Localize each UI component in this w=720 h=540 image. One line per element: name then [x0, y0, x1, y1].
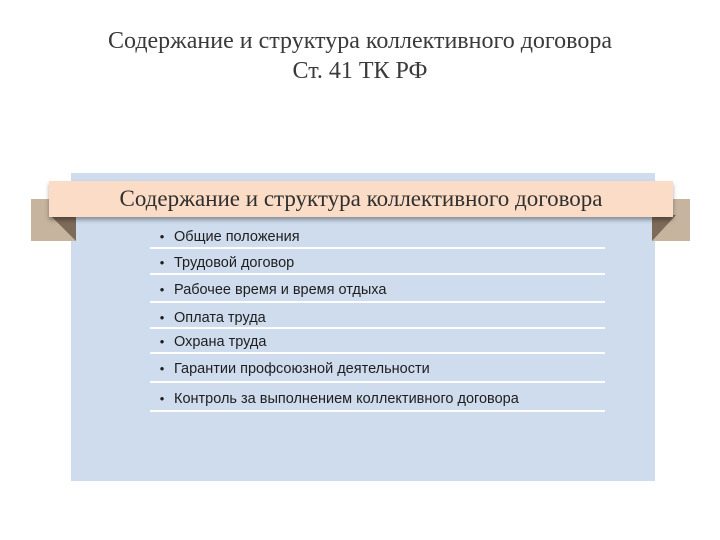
- separator-line: [150, 327, 605, 329]
- list-item: [150, 389, 519, 409]
- ribbon-banner: [49, 181, 673, 217]
- ribbon-fold-left-shadow: [50, 215, 76, 241]
- slide-title-line-1: Содержание и структура коллективного договора: [108, 28, 612, 54]
- list-item: [150, 332, 266, 352]
- separator-line: [150, 273, 605, 275]
- separator-line: [150, 410, 605, 412]
- bullet-icon: •: [159, 361, 165, 376]
- list-item: [150, 359, 430, 379]
- list-item-label: Оплата труда: [174, 310, 266, 326]
- list-item: [150, 280, 386, 300]
- separator-line: [150, 301, 605, 303]
- bullet-icon: •: [159, 334, 165, 349]
- list-item: [150, 227, 300, 247]
- bullet-icon: •: [159, 255, 165, 270]
- list-item-label: Трудовой договор: [174, 255, 295, 271]
- separator-line: [150, 381, 605, 383]
- list-item-label: Гарантии профсоюзной деятельности: [174, 361, 430, 377]
- list-item-label: Контроль за выполнением коллективного договора: [174, 391, 519, 407]
- slide-title: [0, 26, 720, 86]
- list-item-label: Рабочее время и время отдыха: [174, 282, 387, 298]
- list-item-label: Охрана труда: [174, 334, 267, 350]
- banner-text: Содержание и структура коллективного договора: [119, 186, 603, 211]
- list-item: [150, 253, 294, 273]
- bullet-icon: •: [159, 282, 165, 297]
- list-item: [150, 308, 266, 328]
- list-item-label: Общие положения: [174, 229, 300, 245]
- separator-line: [150, 247, 605, 249]
- separator-line: [150, 352, 605, 354]
- bullet-icon: •: [159, 391, 165, 406]
- slide-title-line-2: Ст. 41 ТК РФ: [292, 58, 428, 84]
- bullet-icon: •: [159, 310, 165, 325]
- ribbon-fold-right-shadow: [652, 215, 676, 241]
- bullet-icon: •: [159, 229, 165, 244]
